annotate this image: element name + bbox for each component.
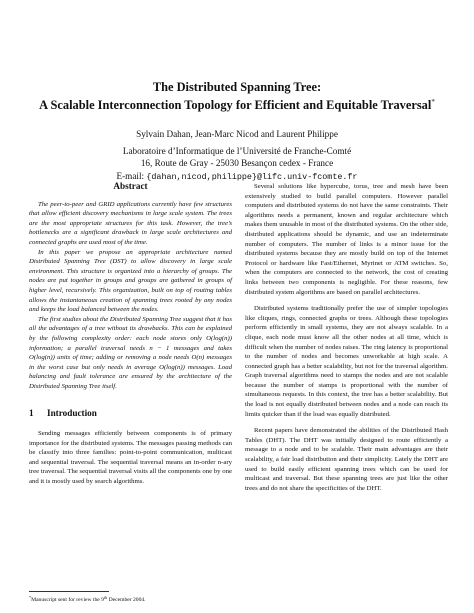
title-line-2-text: A Scalable Interconnection Topology for Efficient and Equitable Traversal (39, 98, 432, 112)
abstract-paragraph-2: In this paper we propose an appropriate architecture named Distributed Spanning Tree (DST) to allow discovery in large scale environment. This structure is organized into a hierarchy of groups. The nodes are put together in groups and groups are gathered in groups of higher level, recursively. This organization, built on top of routing tables allows the instantaneous creation of spanning trees rooted by any nodes and keeps the load balanced between the nodes. (29, 248, 232, 314)
introduction-paragraph-1: Sending messages efficiently between components is of primary importance for the distributed systems. The messages passing methods can be classify into three families: point-to-point communication, multicast and sequential traversal. The sequential traversal means an in-order n-ary tree traversal. The sequential traversal visits all the components one by one and it is mostly used by search algorithms. (29, 430, 232, 486)
author-block (0, 128, 474, 183)
abstract-paragraph-3: The first studies about the Distributed Spanning Tree suggest that it has all the advantages of a tree without its drawbacks. This can be explained by the following complexity order: each node stores only O(log(n)) information; a parallel traversal needs n − 1 messages and takes O(log(n)) units of time; adding or removing a node needs O(n) messages in the worst case but only needs in average O(log(n)) messages. Load balancing and fault tolerance are ensured by the architecture of the Distributed Spanning Tree itself. (29, 315, 232, 390)
abstract-heading: Abstract (113, 181, 148, 191)
footnote-superscript: th (103, 595, 108, 600)
body-paragraph-2: Distributed systems traditionally prefer the use of simpler topologies like cliques, rings, connected graphs or trees. Although these topologies perform efficiently in small systems, they are not always scalable. In a clique, each node must know all the other nodes at all time, which is difficult when the number of nodes raises. The ring latency is proportional to the number of nodes and becomes unworkable at high scale. A connected graph has a better scalability, but not for the traversal algorithm. Graph traversal algorithms need to stamps the nodes and are not scalable because the number of stamps is proportional with the number of simultaneous requests. In this context, the tree has a better scalability. But the load is not equally distributed between nodes and a node can reach its limits quicker than if the load was equally distributed. (245, 305, 448, 418)
email-value: {dahan,nicod,philippe}@lifc.univ-fcomte.fr (146, 171, 358, 182)
affiliation-line-1: Laboratoire d’Informatique de l’Université de Franche-Comté (122, 145, 352, 156)
footnote-text-end: December 2004. (107, 597, 146, 603)
abstract-section (29, 182, 232, 391)
footnote-text-start: Manuscript sent for review the 9 (31, 597, 104, 603)
section-title: Introduction (47, 408, 97, 419)
body-paragraph-3: Recent papers have demonstrated the abilities of the Distributed Hash Tables (DHT). The DHT was initially designed to route efficiently a message to a node and to be scalable. Their main advantages are their scalability, a fair load distribution and their simplicity. Lately the DHT are used to build easily efficient spanning trees which can be used for multicast and traversal. But these spanning trees are just like the other trees and do not share the specificities of the DHT. (245, 427, 448, 492)
footnote-mark: * (29, 595, 32, 600)
title-footnote-mark: * (431, 98, 435, 106)
body-paragraph-1: Several solutions like hypercube, torus, tree and mesh have been extensively studied to build parallel computers. However parallel computers and distributed systems do not have the same constraints. Their algorithms needs a permanent, known and regular architecture which makes them unusable in most of the distributed systems. On the other side, distributed applications should be dynamic, and use an indeterminate number of computers. The number of links is a minor issue for the distributed systems because they are mostly build on top of the Internet Protocol or hardware like Fast/Ethernet, Myrinet or ATM switches. So, when the computers are connected to the network, the cost of creating links between two components is negligible. For these reasons, few distributed system algorithms are based on parallel architectures. (245, 183, 448, 296)
footnote (29, 594, 232, 604)
left-column (29, 182, 232, 487)
footnote-rule (29, 591, 109, 592)
right-column (245, 182, 448, 493)
affiliation-line-2: 16, Route de Gray - 25030 Besançon cedex - France (140, 158, 334, 169)
title-line-2 (0, 95, 474, 113)
section-number: 1 (29, 408, 34, 419)
abstract-paragraph-1: The peer-to-peer and GRID applications currently have few structures that allow efficient discovery mechanisms in large scale system. The trees are the most appropriate structures for this task. However, the tree’s bottlenecks are a significant drawback in large scale architectures and connected graphs are used most of the time. (29, 200, 232, 246)
paper-title (0, 80, 474, 113)
introduction-heading (29, 409, 232, 419)
introduction-section (29, 429, 232, 487)
email-label: E-mail: (116, 170, 145, 181)
title-line-1: The Distributed Spanning Tree: (152, 80, 322, 94)
author-names: Sylvain Dahan, Jean-Marc Nicod and Laurent Philippe (136, 129, 338, 139)
